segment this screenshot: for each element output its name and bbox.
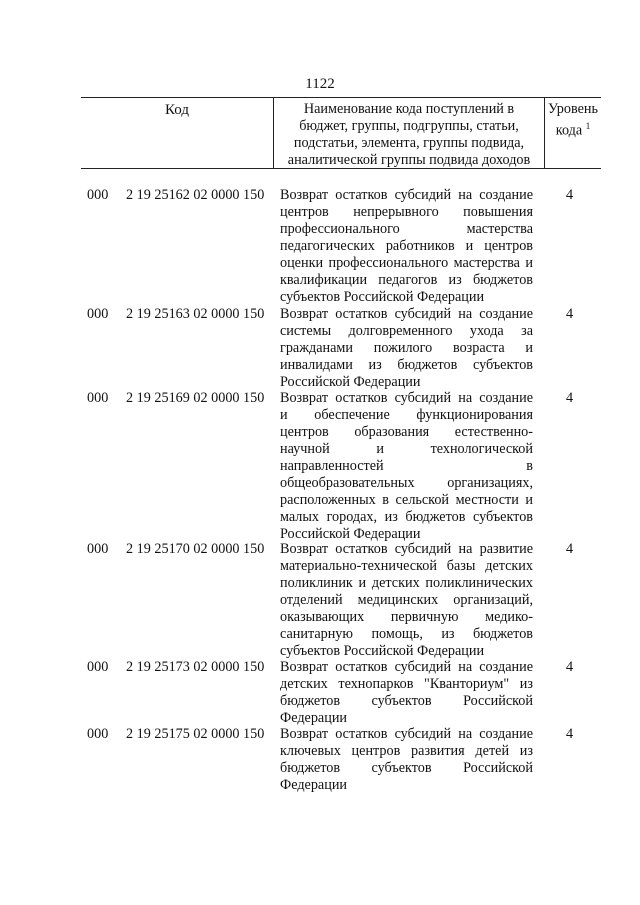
description-line: общеобразовательных организациях, <box>280 475 533 491</box>
description-line: Возврат остатков субсидий на создание <box>280 659 533 675</box>
header-code-column: Код <box>81 98 274 168</box>
description-line: субъектов Российской Федерации <box>280 289 485 305</box>
description-line: расположенных в сельской местности и <box>280 492 533 508</box>
code-description <box>280 659 533 727</box>
description-line: малых городах, из бюджетов субъектов <box>280 509 533 525</box>
table-header <box>81 97 601 169</box>
header-name-line: аналитической группы подвида доходов <box>287 152 531 168</box>
description-line: бюджетов субъектов Российской <box>280 693 533 709</box>
description-line: центров образования естественно- <box>280 424 533 440</box>
admin-code: 000 <box>87 541 109 557</box>
budget-code: 2 19 25170 02 0000 150 <box>126 541 265 557</box>
description-line: бюджетов субъектов Российской <box>280 760 533 776</box>
code-level: 4 <box>566 390 574 406</box>
header-level-line: Уровень <box>548 101 598 117</box>
admin-code: 000 <box>87 659 109 675</box>
description-line: отделений медицинских организаций, <box>280 592 533 608</box>
code-level: 4 <box>566 306 574 322</box>
description-line: Федерации <box>280 710 348 726</box>
budget-code: 2 19 25173 02 0000 150 <box>126 659 265 675</box>
description-line: Российской Федерации <box>280 374 421 390</box>
budget-code: 2 19 25163 02 0000 150 <box>126 306 265 322</box>
code-level: 4 <box>566 659 574 675</box>
header-name-column <box>274 98 544 168</box>
description-line: санитарную помощь, из бюджетов <box>280 626 533 642</box>
admin-code: 000 <box>87 187 109 203</box>
footnote-marker: 1 <box>585 121 591 131</box>
description-line: субъектов Российской Федерации <box>280 643 485 659</box>
description-line: квалификации педагогов из бюджетов <box>280 272 533 288</box>
admin-code: 000 <box>87 726 109 742</box>
page-number: 1122 <box>305 76 335 92</box>
header-level-word: кода <box>555 122 583 139</box>
description-line: детских технопарков "Кванториум" из <box>280 676 533 692</box>
code-level: 4 <box>566 726 574 742</box>
admin-code: 000 <box>87 306 109 322</box>
code-description <box>280 726 533 794</box>
header-level-column <box>544 98 601 168</box>
description-line: оценки профессионального мастерства и <box>280 255 533 271</box>
header-name-line: подстатьи, элемента, группы подвида, <box>293 135 525 151</box>
description-line: научной и технологической <box>280 441 533 457</box>
description-line: Возврат остатков субсидий на развитие <box>280 541 533 557</box>
code-description <box>280 390 533 543</box>
code-description <box>280 306 533 391</box>
description-line: педагогических работников и центров <box>280 238 533 254</box>
description-line: материально-технической базы детских <box>280 558 533 574</box>
description-line: направленностей в <box>280 458 533 474</box>
description-line: Возврат остатков субсидий на создание <box>280 390 533 406</box>
description-line: гражданами пожилого возраста и <box>280 340 533 356</box>
budget-code: 2 19 25169 02 0000 150 <box>126 390 265 406</box>
budget-code: 2 19 25175 02 0000 150 <box>126 726 265 742</box>
description-line: Возврат остатков субсидий на создание <box>280 306 533 322</box>
description-line: Российской Федерации <box>280 526 421 542</box>
description-line: профессионального мастерства <box>280 221 533 237</box>
description-line: инвалидами из бюджетов субъектов <box>280 357 533 373</box>
description-line: ключевых центров развития детей из <box>280 743 533 759</box>
description-line: системы долговременного ухода за <box>280 323 533 339</box>
header-name-line: бюджет, группы, подгруппы, статьи, <box>299 118 519 134</box>
code-level: 4 <box>566 187 574 203</box>
description-line: поликлиник и детских поликлинических <box>280 575 533 591</box>
code-description <box>280 541 533 660</box>
description-line: центров непрерывного повышения <box>280 204 533 220</box>
description-line: и обеспечение функционирования <box>280 407 533 423</box>
description-line: оказывающих первичную медико- <box>280 609 533 625</box>
header-level-line <box>545 118 601 140</box>
description-line: Возврат остатков субсидий на создание <box>280 187 533 203</box>
description-line: Федерации <box>280 777 348 793</box>
code-level: 4 <box>566 541 574 557</box>
admin-code: 000 <box>87 390 109 406</box>
description-line: Возврат остатков субсидий на создание <box>280 726 533 742</box>
code-description <box>280 187 533 306</box>
header-name-line: Наименование кода поступлений в <box>303 101 515 117</box>
budget-code: 2 19 25162 02 0000 150 <box>126 187 265 203</box>
